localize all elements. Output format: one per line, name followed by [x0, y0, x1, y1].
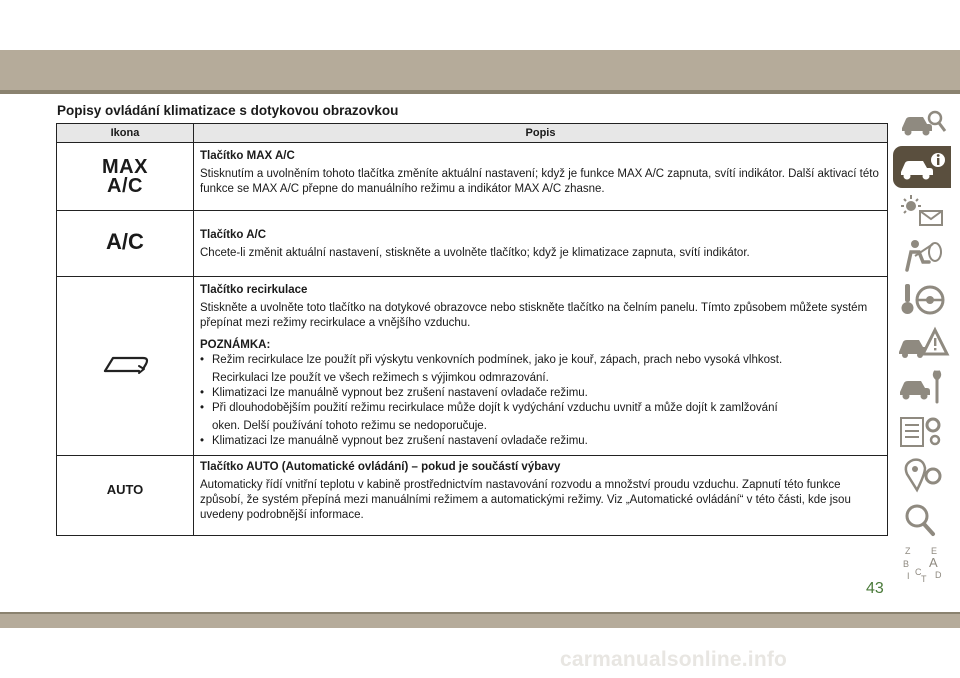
- alpha-letter: B: [903, 559, 910, 569]
- table-header-row: [57, 124, 888, 143]
- airbag-person-icon: [893, 234, 951, 276]
- ac-label: A/C: [107, 174, 143, 197]
- header-rule: [0, 90, 960, 94]
- row-text: Chcete-li změnit aktuální nastavení, stiskněte a uvolněte tlačítko; když je klimatizace zapnuta, svítí indikátor.: [200, 247, 750, 259]
- tab-lights-messages[interactable]: [893, 190, 951, 232]
- row-title: Tlačítko AUTO (Automatické ovládání) – pokud je součástí výbavy: [200, 461, 561, 473]
- map-pin-icon: [893, 454, 951, 496]
- table-row: [57, 277, 888, 456]
- alpha-letter: E: [931, 546, 938, 556]
- car-info-icon: [893, 146, 951, 188]
- row-text: Automaticky řídí vnitřní teplotu v kabině prostřednictvím nastavování rozvodu a množství proudu vzduchu. Zapnutí této funkce způsobí, že systém přepíná mezi manuálními režimem a automatickými režimy. Viz „Automatické ovládání“ v této části, kde jsou uvedeny podrobnější informace.: [200, 479, 851, 521]
- recirculation-icon: [99, 353, 151, 375]
- magnifier-icon: [893, 498, 951, 540]
- auto-button-icon: [57, 456, 194, 536]
- alpha-letter: A: [929, 555, 938, 570]
- footer-watermark: carmanualsonline.info: [560, 648, 788, 671]
- tab-servicing[interactable]: [893, 366, 951, 408]
- row-title: Tlačítko recirkulace: [200, 284, 308, 296]
- tab-specifications[interactable]: [893, 410, 951, 452]
- tab-alphabet-index[interactable]: [893, 542, 951, 584]
- tab-multimedia[interactable]: [893, 454, 951, 496]
- max-ac-button-icon: [57, 143, 194, 211]
- row-text: Stisknutím a uvolněním tohoto tlačítka změníte aktuální nastavení; když je funkce MAX A/C zapnuta, svítí indikátor. Další aktivací této funkce se MAX A/C přepne do manuálního režimu a indikátor MAX A/C zhasne.: [200, 168, 879, 195]
- table-row: [57, 456, 888, 536]
- description-cell: [194, 277, 888, 456]
- note-title: POZNÁMKA:: [200, 339, 271, 351]
- footer-band: [0, 612, 960, 628]
- description-cell: [194, 211, 888, 277]
- light-mail-icon: [893, 190, 951, 232]
- header-description: Popis: [194, 124, 888, 143]
- alpha-letter: I: [907, 571, 910, 581]
- car-search-icon: [893, 102, 951, 144]
- max-label: MAX: [102, 155, 148, 178]
- tab-safety[interactable]: [893, 234, 951, 276]
- header-band: [0, 50, 960, 90]
- list-item: • Klimatizaci lze manuálně vypnout bez zrušení nastavení ovladače režimu.: [200, 434, 879, 449]
- alpha-letter: C: [915, 567, 922, 577]
- note-list: [200, 353, 879, 449]
- description-cell: [194, 456, 888, 536]
- chapter-tabs: [888, 100, 960, 600]
- top-margin: [0, 0, 960, 50]
- car-wrench-icon: [893, 366, 951, 408]
- page-number: 43: [866, 580, 884, 597]
- list-gear-icon: [893, 410, 951, 452]
- controls-table: [56, 123, 888, 536]
- steering-key-icon: [893, 278, 951, 320]
- alpha-letter: Z: [905, 546, 911, 556]
- row-text: Stiskněte a uvolněte toto tlačítko na dotykové obrazovce nebo stiskněte tlačítko na čelním panelu. Tímto způsobem můžete systém přepínat mezi režimy recirkulace a vnějšího vzduchu.: [200, 302, 868, 329]
- tab-index[interactable]: [893, 498, 951, 540]
- tab-emergency[interactable]: [893, 322, 951, 364]
- table-row: [57, 143, 888, 211]
- ac-label: A/C: [106, 228, 144, 254]
- row-title: Tlačítko A/C: [200, 229, 267, 241]
- section-heading: Popisy ovládání klimatizace s dotykovou obrazovkou: [57, 103, 399, 118]
- list-item: • Klimatizaci lze manuálně vypnout bez zrušení nastavení ovladače režimu.: [200, 386, 879, 401]
- tab-car-info[interactable]: [893, 146, 951, 188]
- alpha-letter: D: [935, 570, 942, 580]
- recirculation-button-icon: [57, 277, 194, 456]
- header-icon: Ikona: [57, 124, 194, 143]
- row-title: Tlačítko MAX A/C: [200, 150, 295, 162]
- auto-label: AUTO: [106, 482, 144, 497]
- ac-button-icon: [57, 211, 194, 277]
- tab-starting-driving[interactable]: [893, 278, 951, 320]
- car-warning-icon: [893, 322, 951, 364]
- table-row: [57, 211, 888, 277]
- alpha-letter: T: [921, 574, 927, 584]
- description-cell: [194, 143, 888, 211]
- tab-car-search[interactable]: [893, 102, 951, 144]
- list-item: • Při dlouhodobějším použití režimu recirkulace může dojít k vydýchání vzduchu uvnitř a může dojít k zamlžování oken. Delší používání tohoto režimu se nedoporučuje.: [200, 401, 879, 434]
- alphabet-index-icon: [893, 542, 951, 584]
- list-item: • Režim recirkulace lze použít při výskytu venkovních podmínek, jako je kouř, zápach, prach nebo vysoká vlhkost. Recirkulaci lze použít ve všech režimech s výjimkou odmrazování.: [200, 353, 879, 386]
